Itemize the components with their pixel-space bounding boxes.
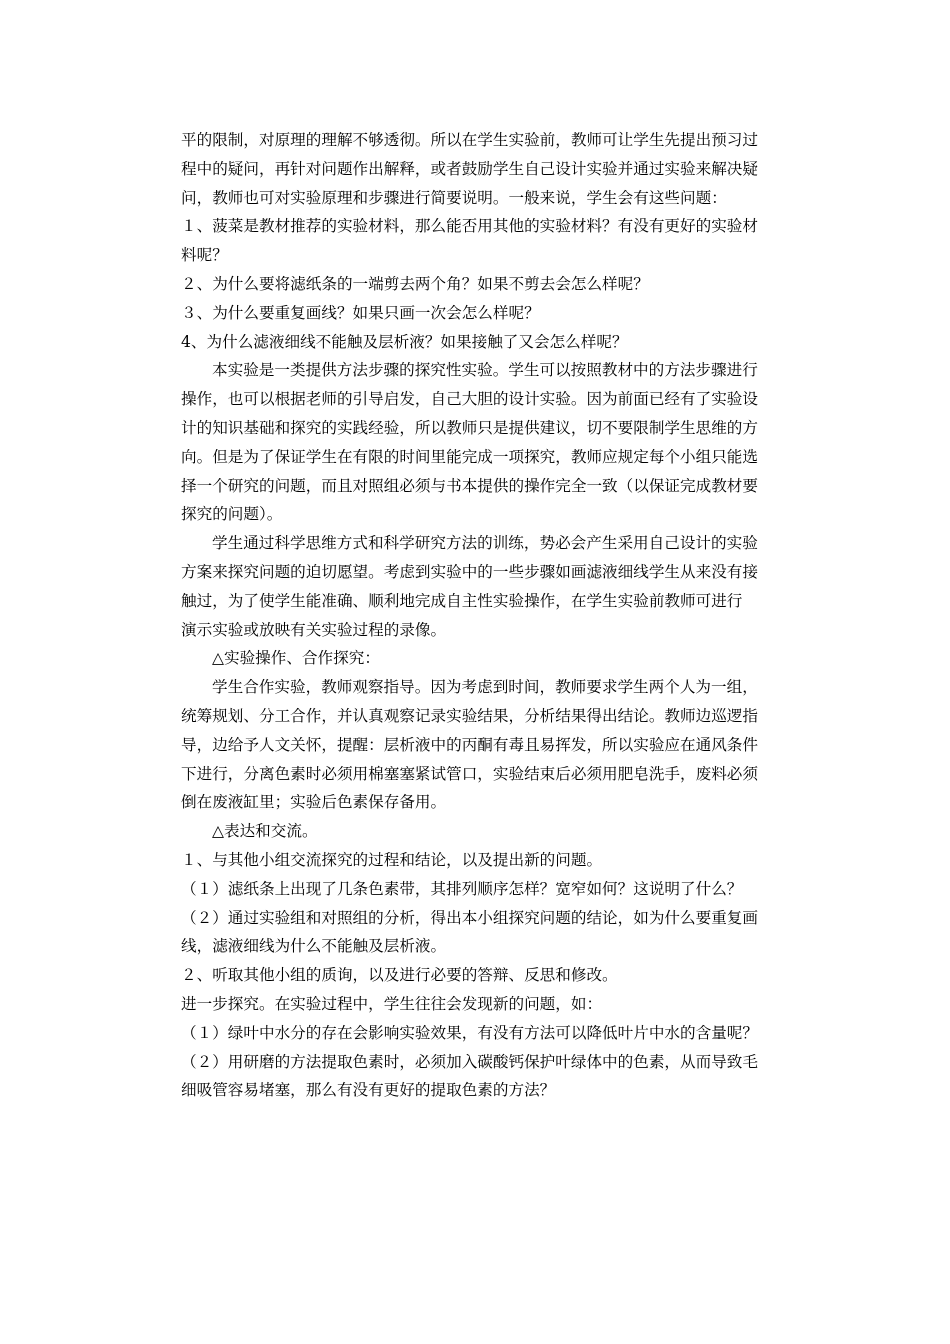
text-line: 导，边给予人文关怀，提醒：层析液中的丙酮有毒且易挥发，所以实验应在通风条件 [181, 735, 758, 754]
text-line: ２、听取其他小组的质询，以及进行必要的答辩、反思和修改。 [181, 966, 618, 985]
text-line: １、与其他小组交流探究的过程和结论，以及提出新的问题。 [181, 850, 603, 869]
text-line: 触过，为了使学生能准确、顺利地完成自主性实验操作，在学生实验前教师可进行 [181, 591, 743, 610]
text-line: 操作，也可以根据老师的引导启发，自己大胆的设计实验。因为前面已经有了实验设 [181, 390, 758, 409]
text-line: 细吸管容易堵塞，那么有没有更好的提取色素的方法？ [181, 1081, 556, 1100]
text-line: 向。但是为了保证学生在有限的时间里能完成一项探究，教师应规定每个小组只能选 [181, 447, 758, 466]
text-line: 平的限制，对原理的理解不够透彻。所以在学生实验前，教师可让学生先提出预习过 [181, 131, 758, 149]
text-line: 统筹规划、分工合作，并认真观察记录实验结果，分析结果得出结论。教师边巡逻指 [181, 706, 758, 725]
text-line: 下进行，分离色素时必须用棉塞塞紧试管口，实验结束后必须用肥皂洗手，废料必须 [181, 764, 758, 783]
text-line: （１）绿叶中水分的存在会影响实验效果，有没有方法可以降低叶片中水的含量呢？ [181, 1023, 758, 1042]
text-line: 线，滤液细线为什么不能触及层析液。 [181, 937, 447, 956]
text-line: ２、为什么要将滤纸条的一端剪去两个角？如果不剪去会怎么样呢？ [181, 274, 649, 293]
text-line: △表达和交流。 [212, 822, 318, 841]
text-line: ３、为什么要重复画线？如果只画一次会怎么样呢？ [181, 303, 540, 322]
text-line: （２）通过实验组和对照组的分析，得出本小组探究问题的结论，如为什么要重复画 [181, 908, 758, 927]
text-line: 本实验是一类提供方法步骤的探究性实验。学生可以按照教材中的方法步骤进行 [212, 361, 758, 380]
text-line: １、菠菜是教材推荐的实验材料，那么能否用其他的实验材料？有没有更好的实验材 [181, 217, 758, 236]
text-line: 方案来探究问题的迫切愿望。考虑到实验中的一些步骤如画滤液细线学生从来没有接 [181, 562, 758, 581]
text-line: （２）用研磨的方法提取色素时，必须加入碳酸钙保护叶绿体中的色素，从而导致毛 [181, 1052, 758, 1071]
text-line: 演示实验或放映有关实验过程的录像。 [181, 620, 447, 639]
text-line: 计的知识基础和探究的实践经验，所以教师只是提供建议，切不要限制学生思维的方 [181, 418, 758, 437]
text-line: 倒在废液缸里；实验后色素保存备用。 [181, 793, 447, 812]
text-line: 4、为什么滤液细线不能触及层析液？如果接触了又会怎么样呢？ [181, 332, 628, 351]
text-line: △实验操作、合作探究： [212, 649, 380, 668]
text-line: 学生通过科学思维方式和科学研究方法的训练，势必会产生采用自己设计的实验 [212, 534, 758, 553]
document-page [181, 126, 821, 1105]
text-line: 择一个研究的问题，而且对照组必须与书本提供的操作完全一致（以保证完成教材要 [181, 476, 758, 495]
text-line: 探究的问题）。 [181, 505, 283, 524]
text-line: 学生合作实验，教师观察指导。因为考虑到时间，教师要求学生两个人为一组， [212, 678, 758, 697]
text-line: （１）滤纸条上出现了几条色素带，其排列顺序怎样？宽窄如何？这说明了什么？ [181, 879, 743, 898]
text-line: 料呢？ [181, 246, 228, 265]
text-line: 进一步探究。在实验过程中，学生往往会发现新的问题，如： [181, 994, 603, 1013]
text-line: 问，教师也可对实验原理和步骤进行简要说明。一般来说，学生会有这些问题： [181, 188, 727, 207]
text-line: 程中的疑问，再针对问题作出解释，或者鼓励学生自己设计实验并通过实验来解决疑 [181, 159, 758, 178]
